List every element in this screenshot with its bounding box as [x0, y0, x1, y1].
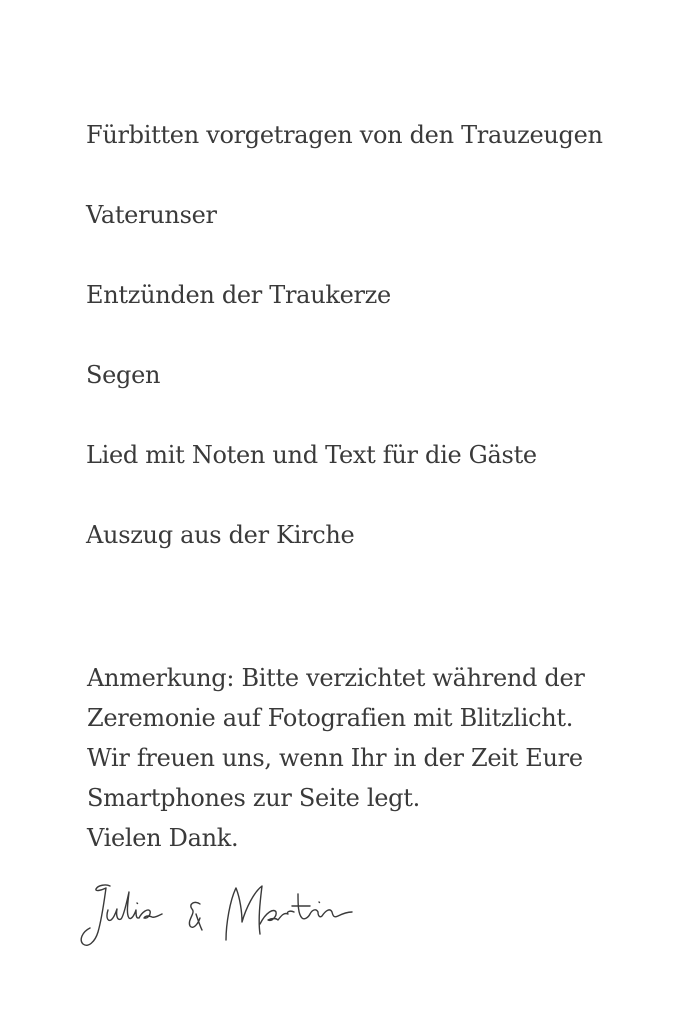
program-item-vaterunser: Vaterunser — [86, 201, 217, 229]
handwritten-signature — [76, 876, 366, 956]
program-item-auszug: Auszug aus der Kirche — [86, 521, 355, 549]
remark-line: Smartphones zur Seite legt. — [87, 784, 420, 812]
remark-paragraph — [87, 658, 647, 858]
ceremony-program-list — [86, 118, 603, 598]
program-item-segen: Segen — [86, 361, 161, 389]
thanks-line: Vielen Dank. — [87, 824, 239, 852]
program-item-fuerbitten: Fürbitten vorgetragen von den Trauzeugen — [86, 121, 603, 149]
remark-line: Wir freuen uns, wenn Ihr in der Zeit Eure — [87, 744, 583, 772]
program-item-lied: Lied mit Noten und Text für die Gäste — [86, 441, 537, 469]
program-item-traukerze: Entzünden der Traukerze — [86, 281, 391, 309]
remark-line: Zeremonie auf Fotografien mit Blitzlicht. — [87, 704, 574, 732]
remark-line: Anmerkung: Bitte verzichtet während der — [87, 664, 585, 692]
